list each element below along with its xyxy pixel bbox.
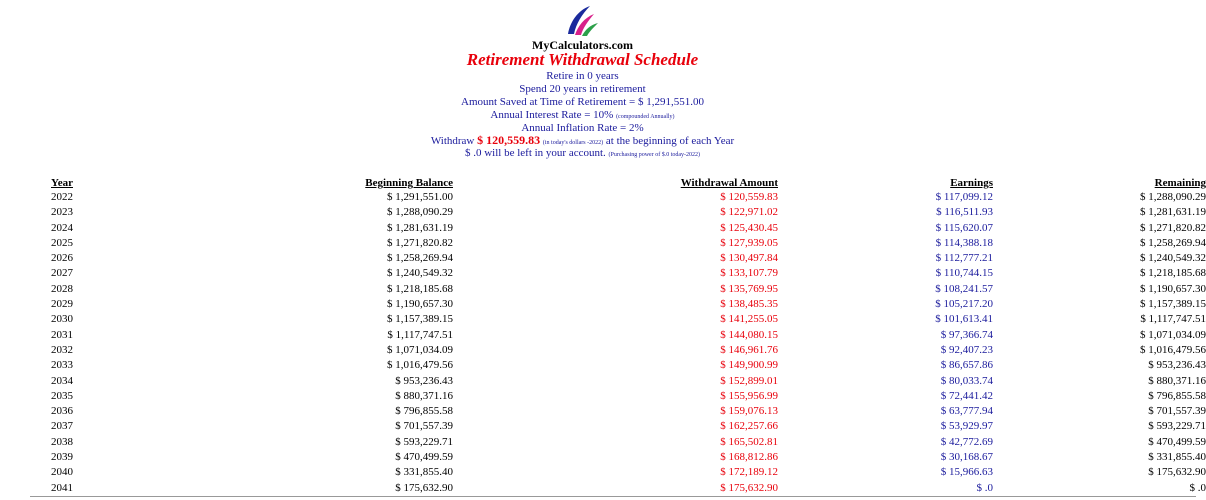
cell-withdrawal-amount: $ 133,107.79	[720, 267, 778, 280]
cell-withdrawal-amount: $ 149,900.99	[720, 359, 778, 372]
cell-earnings: $ .0	[976, 481, 993, 494]
cell-beginning-balance: $ 470,499.59	[395, 451, 453, 464]
cell-beginning-balance: $ 331,855.40	[395, 466, 453, 479]
cell-earnings: $ 116,511.93	[936, 206, 993, 219]
cell-year: 2023	[51, 206, 73, 219]
cell-beginning-balance: $ 1,291,551.00	[387, 191, 453, 203]
cell-year: 2030	[51, 313, 73, 326]
cell-remaining: $ 1,117,747.51	[1140, 313, 1206, 326]
cell-earnings: $ 114,388.18	[935, 236, 993, 249]
table-row	[0, 374, 1206, 389]
cell-earnings: $ 117,099.12	[935, 191, 993, 203]
cell-remaining: $ 1,281,631.19	[1140, 206, 1206, 219]
cell-year: 2037	[51, 420, 73, 433]
cell-remaining: $ 1,288,090.29	[1140, 191, 1206, 203]
header-withdrawal-amount: Withdrawal Amount	[680, 177, 778, 189]
cell-withdrawal-amount: $ 165,502.81	[720, 435, 778, 448]
cell-earnings: $ 30,168.67	[940, 451, 993, 464]
cell-year: 2031	[51, 328, 73, 341]
cell-withdrawal-amount: $ 144,080.15	[720, 328, 778, 341]
cell-year: 2027	[51, 267, 73, 280]
cell-remaining: $ 593,229.71	[1148, 420, 1206, 433]
cell-remaining: $ 953,236.43	[1148, 359, 1206, 372]
table-body	[0, 190, 1206, 496]
cell-year: 2034	[51, 374, 73, 387]
cell-beginning-balance: $ 1,218,185.68	[387, 282, 453, 295]
cell-year: 2025	[51, 236, 73, 249]
cell-beginning-balance: $ 175,632.90	[395, 481, 453, 494]
cell-year: 2038	[51, 435, 73, 448]
cell-beginning-balance: $ 1,281,631.19	[387, 221, 453, 234]
cell-remaining: $ 1,071,034.09	[1140, 328, 1206, 341]
cell-withdrawal-amount: $ 146,961.76	[720, 343, 778, 356]
left-text: $ .0 will be left in your account.	[464, 147, 606, 159]
table-row	[0, 221, 1206, 236]
site-name: MyCalculators.com	[532, 38, 633, 52]
cell-earnings: $ 108,241.57	[935, 282, 993, 295]
cell-year: 2026	[51, 252, 73, 265]
cell-remaining: $ 1,218,185.68	[1140, 267, 1206, 280]
cell-beginning-balance: $ 593,229.71	[395, 435, 453, 448]
cell-remaining: $ 701,557.39	[1148, 405, 1206, 418]
header-beginning-balance: Beginning Balance	[365, 177, 453, 189]
withdrawal-schedule-table	[0, 176, 1206, 496]
withdraw-suffix: at the beginning of each Year	[605, 135, 735, 147]
cell-remaining: $ .0	[1189, 481, 1206, 494]
table-row	[0, 481, 1206, 496]
cell-withdrawal-amount: $ 155,956.99	[720, 389, 778, 402]
cell-year: 2036	[51, 405, 73, 418]
table-header-row	[0, 176, 1206, 190]
withdraw-note: (in today's dollars -2022)	[542, 140, 604, 146]
cell-year: 2035	[51, 389, 73, 402]
cell-earnings: $ 86,657.86	[940, 359, 993, 372]
cell-earnings: $ 101,613.41	[935, 313, 993, 326]
cell-beginning-balance: $ 1,157,389.15	[387, 313, 453, 326]
withdraw-prefix: Withdraw	[430, 135, 475, 147]
cell-remaining: $ 1,157,389.15	[1140, 298, 1206, 311]
header-remaining: Remaining	[1154, 177, 1206, 189]
cell-earnings: $ 115,620.07	[935, 221, 993, 234]
cell-beginning-balance: $ 1,117,747.51	[387, 328, 453, 341]
cell-withdrawal-amount: $ 135,769.95	[720, 282, 778, 295]
table-row	[0, 450, 1206, 465]
cell-withdrawal-amount: $ 127,939.05	[720, 236, 778, 249]
cell-year: 2040	[51, 466, 73, 479]
cell-earnings: $ 97,366.74	[940, 328, 993, 341]
cell-remaining: $ 796,855.58	[1148, 389, 1206, 402]
header-earnings: Earnings	[950, 177, 993, 189]
cell-earnings: $ 72,441.42	[940, 389, 993, 402]
cell-withdrawal-amount: $ 159,076.13	[720, 405, 778, 418]
cell-withdrawal-amount: $ 122,971.02	[720, 206, 778, 219]
cell-earnings: $ 15,966.63	[940, 466, 993, 479]
interest-rate-text: Annual Interest Rate = 10%	[490, 109, 614, 121]
table-row	[0, 190, 1206, 205]
cell-earnings: $ 92,407.23	[940, 343, 993, 356]
table-row	[0, 205, 1206, 220]
cell-remaining: $ 1,271,820.82	[1140, 221, 1206, 234]
table-row	[0, 312, 1206, 327]
table-row	[0, 297, 1206, 312]
cell-year: 2029	[51, 298, 73, 311]
cell-year: 2032	[51, 343, 73, 356]
cell-beginning-balance: $ 880,371.16	[395, 389, 453, 402]
cell-earnings: $ 110,744.15	[935, 267, 993, 280]
cell-remaining: $ 1,258,269.94	[1140, 236, 1206, 249]
table-row	[0, 251, 1206, 266]
report-header	[0, 0, 1165, 172]
left-note: (Purchasing power of $.0 today-2022)	[608, 152, 701, 158]
retire-in-text: Retire in 0 years	[546, 70, 619, 82]
left-in-account-line	[0, 147, 1165, 162]
table-row	[0, 419, 1206, 434]
cell-earnings: $ 105,217.20	[935, 298, 993, 311]
cell-year: 2022	[51, 191, 73, 203]
cell-beginning-balance: $ 1,258,269.94	[387, 252, 453, 265]
withdraw-amount: $ 120,559.83	[477, 133, 541, 147]
cell-beginning-balance: $ 1,240,549.32	[387, 267, 453, 280]
cell-remaining: $ 880,371.16	[1148, 374, 1206, 387]
cell-year: 2039	[51, 451, 73, 464]
table-row	[0, 282, 1206, 297]
table-row	[0, 435, 1206, 450]
table-row	[0, 343, 1206, 358]
cell-remaining: $ 1,240,549.32	[1140, 252, 1206, 265]
table-row	[0, 266, 1206, 281]
cell-beginning-balance: $ 796,855.58	[395, 405, 453, 418]
cell-year: 2024	[51, 221, 73, 234]
site-logo-icon	[560, 4, 602, 38]
table-row	[0, 404, 1206, 419]
bottom-divider	[30, 496, 1196, 497]
table-row	[0, 389, 1206, 404]
cell-earnings: $ 53,929.97	[940, 420, 993, 433]
cell-remaining: $ 1,016,479.56	[1140, 343, 1206, 356]
cell-beginning-balance: $ 1,071,034.09	[387, 343, 453, 356]
cell-beginning-balance: $ 953,236.43	[395, 374, 453, 387]
header-year: Year	[51, 177, 73, 189]
cell-beginning-balance: $ 1,190,657.30	[387, 298, 453, 311]
page-title: Retirement Withdrawal Schedule	[466, 50, 699, 69]
table-row	[0, 465, 1206, 480]
cell-remaining: $ 331,855.40	[1148, 451, 1206, 464]
inflation-rate-text: Annual Inflation Rate = 2%	[521, 122, 644, 134]
cell-beginning-balance: $ 701,557.39	[395, 420, 453, 433]
cell-withdrawal-amount: $ 138,485.35	[720, 298, 778, 311]
cell-year: 2033	[51, 359, 73, 372]
cell-earnings: $ 63,777.94	[940, 405, 993, 418]
cell-beginning-balance: $ 1,288,090.29	[387, 206, 453, 219]
amount-saved-text: Amount Saved at Time of Retirement = $ 1,291,551.00	[461, 96, 704, 108]
cell-year: 2028	[51, 282, 73, 295]
interest-note: (compounded Annually)	[616, 114, 675, 120]
spend-years-text: Spend 20 years in retirement	[519, 83, 646, 95]
cell-remaining: $ 175,632.90	[1148, 466, 1206, 479]
cell-withdrawal-amount: $ 125,430.45	[720, 221, 778, 234]
cell-withdrawal-amount: $ 162,257.66	[720, 420, 778, 433]
cell-remaining: $ 470,499.59	[1148, 435, 1206, 448]
cell-beginning-balance: $ 1,271,820.82	[387, 236, 453, 249]
cell-withdrawal-amount: $ 130,497.84	[720, 252, 778, 265]
table-row	[0, 358, 1206, 373]
cell-withdrawal-amount: $ 141,255.05	[720, 313, 778, 326]
table-row	[0, 236, 1206, 251]
cell-earnings: $ 42,772.69	[940, 435, 993, 448]
cell-withdrawal-amount: $ 120,559.83	[720, 191, 778, 203]
cell-year: 2041	[51, 481, 73, 494]
cell-withdrawal-amount: $ 172,189.12	[720, 466, 778, 479]
cell-withdrawal-amount: $ 175,632.90	[720, 481, 778, 494]
table-row	[0, 328, 1206, 343]
cell-withdrawal-amount: $ 152,899.01	[720, 374, 778, 387]
cell-earnings: $ 112,777.21	[935, 252, 993, 265]
cell-remaining: $ 1,190,657.30	[1140, 282, 1206, 295]
cell-withdrawal-amount: $ 168,812.86	[720, 451, 778, 464]
cell-earnings: $ 80,033.74	[940, 374, 993, 387]
cell-beginning-balance: $ 1,016,479.56	[387, 359, 453, 372]
